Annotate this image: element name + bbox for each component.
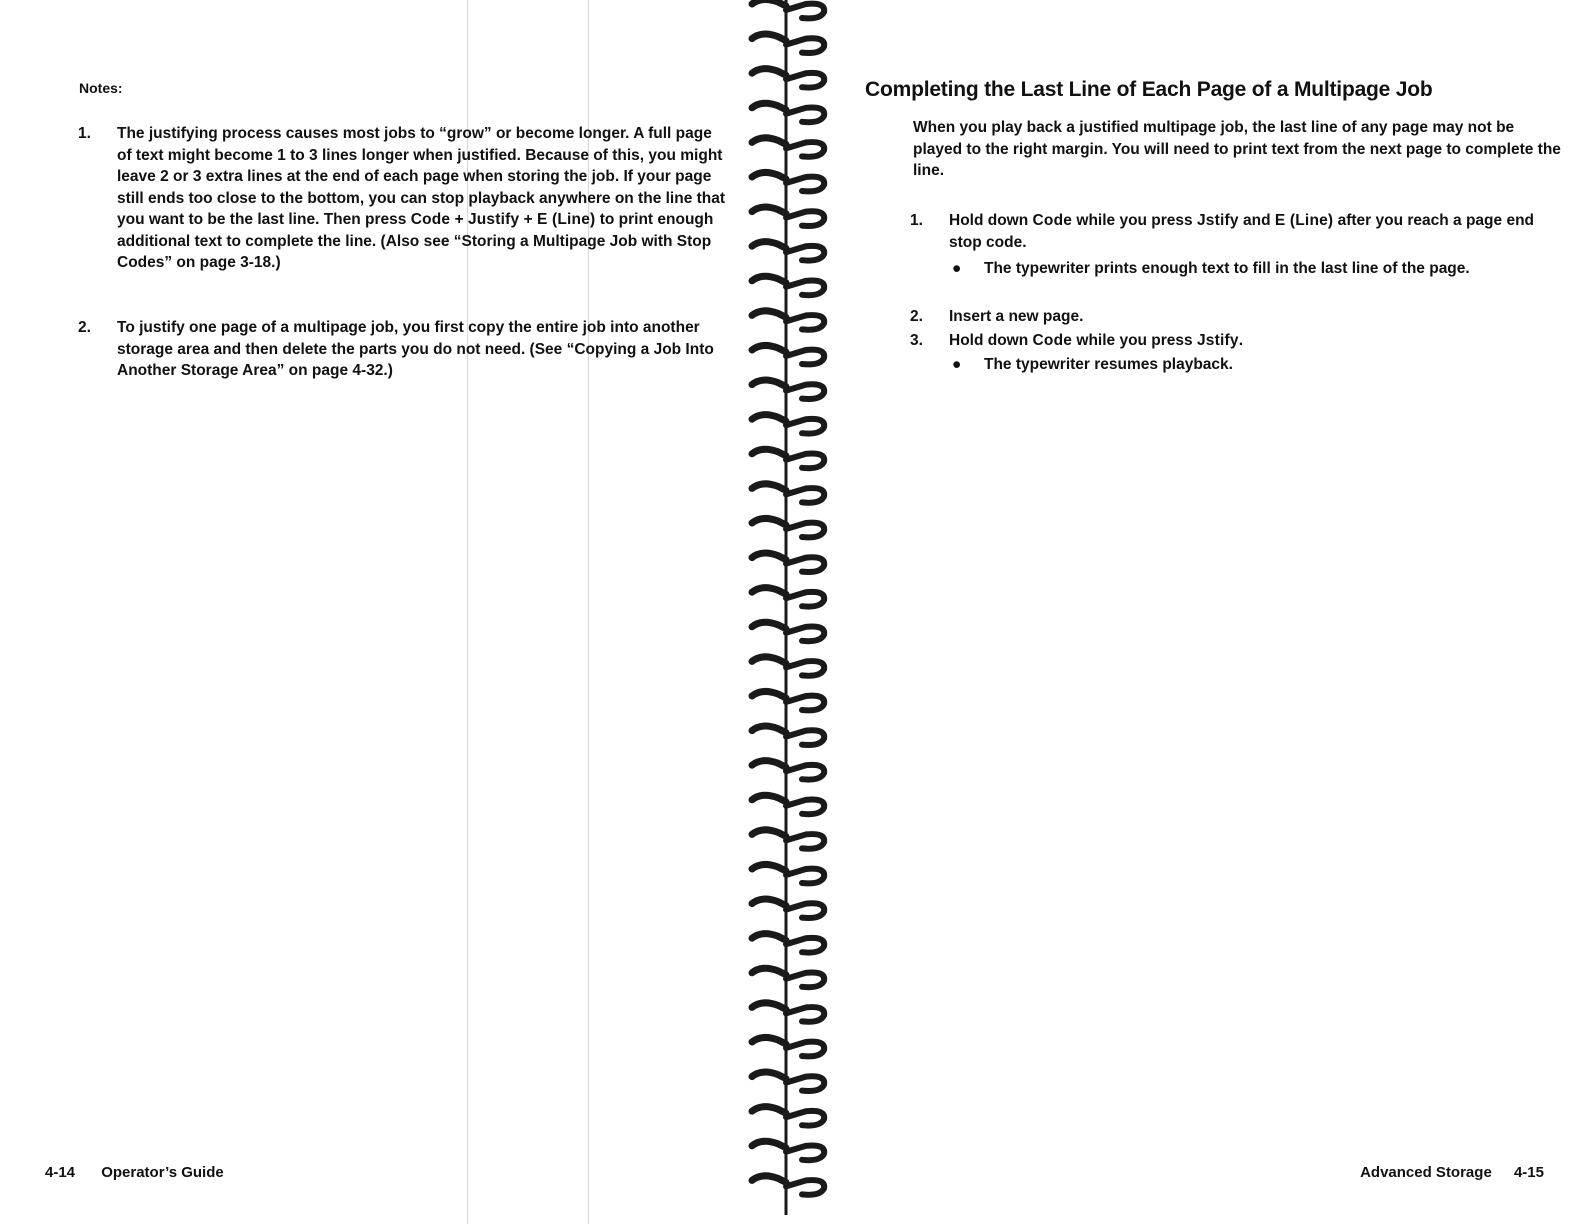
text-run: + bbox=[450, 211, 468, 228]
key-name: E (Line) bbox=[536, 211, 596, 228]
step-number: 2. bbox=[910, 308, 923, 325]
page-number: 4-14 bbox=[45, 1164, 76, 1181]
text-run: To justify one page of a multipage job, you first copy the entire job into another storage area and then delete the parts you do not need. (See “Copying a Job Into Another Storage Area” on page 4-32.) bbox=[117, 319, 714, 379]
binding-coil bbox=[752, 172, 824, 191]
text-run: Insert a new page. bbox=[949, 308, 1084, 325]
binding-coil bbox=[752, 795, 824, 814]
step-text bbox=[949, 210, 1549, 253]
note-text bbox=[117, 317, 729, 382]
binding-coil bbox=[752, 311, 824, 330]
binding-coil bbox=[752, 1141, 824, 1160]
step-number: 3. bbox=[910, 332, 923, 349]
key-name: Jstify bbox=[1196, 332, 1239, 349]
intro-paragraph: When you play back a justified multipage job, the last line of any page may not be played to the right margin. You will need to print text from the next page to complete the line. bbox=[913, 119, 1561, 179]
footer-title: Operator’s Guide bbox=[101, 1164, 224, 1181]
key-name: Code bbox=[410, 211, 451, 228]
binding-coil bbox=[752, 657, 824, 676]
binding-coil bbox=[752, 34, 824, 53]
spiral-binding bbox=[748, 0, 838, 1224]
binding-coil bbox=[752, 588, 824, 607]
binding-coil bbox=[752, 0, 824, 18]
binding-coil bbox=[752, 449, 824, 468]
text-run: while you press bbox=[1072, 212, 1197, 229]
binding-coil bbox=[752, 69, 824, 88]
binding-coil bbox=[752, 103, 824, 122]
binding-coil bbox=[752, 518, 824, 537]
key-name: Code bbox=[1032, 212, 1073, 229]
text-run: and bbox=[1238, 212, 1275, 229]
note-number: 2. bbox=[78, 319, 91, 336]
binding-coil bbox=[752, 276, 824, 295]
key-name: E (Line) bbox=[1274, 212, 1334, 229]
key-name: Justify bbox=[467, 211, 520, 228]
binding-coil bbox=[752, 553, 824, 572]
text-run: Hold down bbox=[949, 212, 1033, 229]
step-text bbox=[949, 306, 1549, 328]
text-run: after you reach a page end stop code. bbox=[949, 212, 1535, 251]
binding-coil bbox=[752, 1107, 824, 1126]
page-footer-right bbox=[1360, 1164, 1544, 1181]
key-name: Code bbox=[1032, 332, 1073, 349]
binding-coil bbox=[752, 242, 824, 261]
binding-coil bbox=[752, 830, 824, 849]
binding-coil bbox=[752, 415, 824, 434]
binding-coil bbox=[752, 622, 824, 641]
binding-coil bbox=[752, 207, 824, 226]
text-run: The justifying process causes most jobs to “grow” or become longer. A full page of text might become 1 to 3 lines longer when justified. Because of this, you might leave 2 or 3 extra lines at the end of each page when storing the job. If your page still ends too close to the bottom, you can stop playback anywhere on the line that you want to be the last line. Then press bbox=[117, 125, 726, 228]
step-number: 1. bbox=[910, 212, 923, 229]
binding-coil bbox=[752, 138, 824, 157]
binding-coil bbox=[752, 1037, 824, 1056]
note-number: 1. bbox=[78, 125, 91, 142]
binding-coil bbox=[752, 1072, 824, 1091]
left-page bbox=[0, 0, 745, 1224]
footer-title: Advanced Storage bbox=[1360, 1164, 1492, 1181]
binding-coil bbox=[752, 1176, 824, 1195]
notes-title: Notes: bbox=[79, 80, 123, 96]
page-number: 4-15 bbox=[1513, 1164, 1544, 1181]
section-heading: Completing the Last Line of Each Page of a Multipage Job bbox=[865, 78, 1433, 101]
binding-coil bbox=[752, 899, 824, 918]
bullet-text: The typewriter resumes playback. bbox=[984, 356, 1233, 373]
binding-coil bbox=[752, 968, 824, 987]
binding-coil bbox=[752, 1003, 824, 1022]
text-run: to print enough additional text to complete the line. (Also see “Storing a Multipage Job with Stop Codes” on page 3-18.) bbox=[117, 211, 714, 271]
binding-coil bbox=[752, 726, 824, 745]
binding-coil bbox=[752, 345, 824, 364]
binding-coil bbox=[752, 691, 824, 710]
text-run: while you press bbox=[1072, 332, 1197, 349]
binding-coil bbox=[752, 380, 824, 399]
binding-coil bbox=[752, 934, 824, 953]
bullet-text: The typewriter prints enough text to fill in the last line of the page. bbox=[984, 260, 1470, 277]
bullet-icon: ● bbox=[952, 356, 962, 373]
step-text bbox=[949, 330, 1549, 352]
key-name: Jstify bbox=[1196, 212, 1239, 229]
note-text bbox=[117, 123, 729, 274]
bullet-icon: ● bbox=[952, 260, 962, 277]
text-run: + bbox=[519, 211, 537, 228]
text-run: Hold down bbox=[949, 332, 1033, 349]
binding-coil bbox=[752, 761, 824, 780]
binding-coil bbox=[752, 864, 824, 883]
page-footer-left bbox=[45, 1164, 224, 1181]
text-run: . bbox=[1238, 332, 1243, 349]
binding-coil bbox=[752, 484, 824, 503]
right-page bbox=[840, 0, 1584, 1224]
